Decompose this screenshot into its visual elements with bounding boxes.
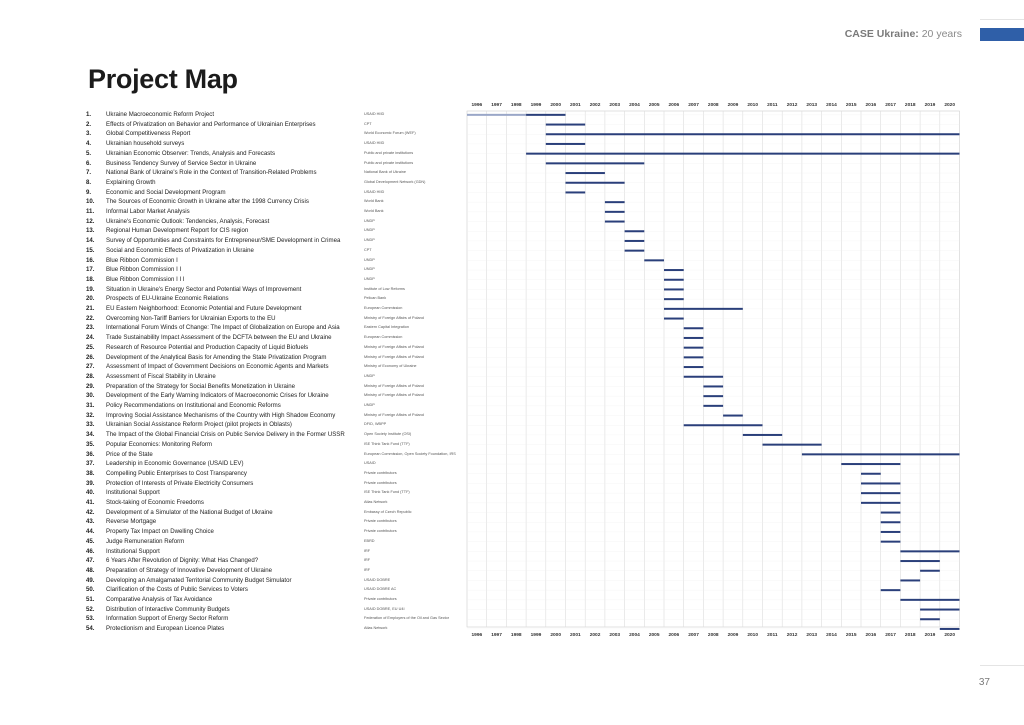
project-bar xyxy=(703,395,723,397)
project-name: Popular Economics: Monitoring Reform xyxy=(106,440,213,448)
project-bar xyxy=(644,259,664,261)
project-number: 21. xyxy=(86,305,95,312)
year-label-bottom: 2006 xyxy=(668,633,680,638)
project-name: International Forum Winds of Change: The Impact of Globalization on Europe and Asia xyxy=(106,324,340,332)
project-number: 53. xyxy=(86,615,95,623)
project-number: 27. xyxy=(86,363,95,371)
project-bar xyxy=(684,376,723,378)
project-number: 31. xyxy=(86,402,95,409)
project-number: 45. xyxy=(86,537,95,545)
year-label-bottom: 2008 xyxy=(707,633,719,638)
project-name: Research of Resource Potential and Production Capacity of Liquid Biofuels xyxy=(106,343,309,351)
project-client: ISE Think Tank Fund (TTF) xyxy=(364,441,410,446)
year-label-top: 2002 xyxy=(589,103,601,108)
project-bar xyxy=(625,240,645,242)
project-bar xyxy=(526,153,959,155)
project-name: Protectionism and European Licence Plates xyxy=(106,625,225,633)
year-label-bottom: 2016 xyxy=(865,633,877,638)
project-bar xyxy=(684,356,704,358)
footer-rule xyxy=(980,665,1024,666)
project-number: 3. xyxy=(86,130,92,138)
project-name: Judge Remuneration Reform xyxy=(106,537,185,545)
project-name: Development of the Analytical Basis for Amending the State Privatization Program xyxy=(106,353,327,361)
project-bar xyxy=(881,589,901,591)
year-label-bottom: 2011 xyxy=(767,633,778,638)
year-label-top: 2007 xyxy=(688,103,699,108)
year-label-top: 1996 xyxy=(471,103,483,108)
project-bar xyxy=(900,550,959,552)
project-client: World Economic Forum (WEF) xyxy=(364,131,416,136)
year-label-bottom: 2004 xyxy=(629,633,640,638)
project-number: 9. xyxy=(86,188,92,196)
project-number: 25. xyxy=(86,343,95,351)
project-client: UNDP xyxy=(364,373,375,378)
project-number: 52. xyxy=(86,605,95,613)
brand-name: CASE Ukraine: xyxy=(844,28,919,40)
project-number: 1. xyxy=(86,111,92,118)
project-name: Overcoming Non-Tariff Barriers for Ukrainian Exports to the EU xyxy=(106,314,276,322)
year-label-bottom: 1999 xyxy=(530,633,542,638)
project-name: Price of the State xyxy=(106,450,153,458)
project-name: Effects of Privatization on Behavior and Performance of Ukrainian Enterprises xyxy=(106,120,316,128)
project-bar xyxy=(546,143,585,145)
project-number: 54. xyxy=(86,625,95,633)
project-client: Ministry of Foreign Affairs of Poland xyxy=(364,354,424,359)
project-number: 37. xyxy=(86,460,95,468)
year-label-top: 1997 xyxy=(491,103,502,108)
year-label-top: 2012 xyxy=(786,103,798,108)
project-name: Compelling Public Enterprises to Cost Transparency xyxy=(106,469,247,477)
project-number: 26. xyxy=(86,353,95,361)
project-bar xyxy=(546,162,645,164)
project-client: IRF xyxy=(364,558,371,563)
project-name: Assessment of Impact of Government Decisions on Economic Agents and Markets xyxy=(106,363,329,371)
project-name: Institutional Support xyxy=(106,489,160,497)
project-name: Improving Social Assistance Mechanisms of the Country with High Shadow Economy xyxy=(106,411,336,419)
project-name: Economic and Social Development Program xyxy=(106,188,226,196)
project-number: 47. xyxy=(86,557,95,565)
project-number: 10. xyxy=(86,198,95,206)
project-client: Ministry of Economy of Ukraine xyxy=(364,364,417,369)
year-label-top: 1998 xyxy=(510,103,522,108)
project-bar xyxy=(920,618,940,620)
year-label-bottom: 2005 xyxy=(648,633,660,638)
project-bar xyxy=(861,473,881,475)
project-number: 24. xyxy=(86,334,95,342)
year-label-top: 2016 xyxy=(865,103,877,108)
project-name: Institutional Support xyxy=(106,547,160,555)
year-label-bottom: 2019 xyxy=(924,633,936,638)
project-client: Ministry of Foreign Affairs of Poland xyxy=(364,393,424,398)
project-client: Public and private institutions xyxy=(364,160,414,165)
year-label-bottom: 2010 xyxy=(747,633,758,638)
project-name: Prospects of EU-Ukraine Economic Relations xyxy=(106,295,229,303)
project-client: USAID HIID xyxy=(364,189,385,194)
project-client: UNDP xyxy=(364,238,375,243)
project-name: Protection of Interests of Private Electricity Consumers xyxy=(106,479,254,487)
project-number: 39. xyxy=(86,479,95,487)
project-bar xyxy=(526,114,565,116)
project-name: National Bank of Ukraine's Role in the Context of Transition-Related Problems xyxy=(106,169,317,177)
project-bar xyxy=(546,124,585,126)
project-name: Explaining Growth xyxy=(106,178,156,186)
project-name: Preparation of the Strategy for Social Benefits Monetization in Ukraine xyxy=(106,382,296,390)
project-number: 11. xyxy=(86,208,95,215)
project-name: Blue Ribbon Commission I I I xyxy=(106,275,185,283)
project-client: EBRD xyxy=(364,538,375,543)
year-label-top: 2014 xyxy=(826,103,837,108)
project-number: 6. xyxy=(86,159,92,167)
project-client: USAID DOBRE, EU U4I xyxy=(364,606,405,611)
project-bar xyxy=(861,502,900,504)
project-bar xyxy=(841,463,900,465)
project-name: Development of a Simulator of the National Budget of Ukraine xyxy=(106,508,273,516)
year-label-top: 2008 xyxy=(707,103,719,108)
page-title: Project Map xyxy=(88,64,238,94)
project-client: Atlas Network xyxy=(364,626,388,631)
project-client: UNDP xyxy=(364,276,375,281)
project-number: 17. xyxy=(86,266,95,274)
project-number: 5. xyxy=(86,149,92,157)
project-number: 16. xyxy=(86,256,95,264)
project-number: 41. xyxy=(86,499,95,506)
project-client: Ministry of Foreign Affairs of Poland xyxy=(364,383,424,388)
project-bar xyxy=(684,337,704,339)
project-number: 38. xyxy=(86,469,95,477)
project-name: Situation in Ukraine's Energy Sector and Potential Ways of Improvement xyxy=(106,285,302,293)
project-client: Institute of Low Reforms xyxy=(364,286,405,291)
year-label-top: 2020 xyxy=(944,103,955,108)
project-name: Ukrainian household surveys xyxy=(106,140,185,148)
page-number: 37 xyxy=(978,677,990,688)
project-bar xyxy=(605,201,625,203)
project-number: 34. xyxy=(86,431,95,439)
project-name: Blue Ribbon Commission I xyxy=(106,256,178,264)
project-bar xyxy=(881,512,901,514)
project-name: Property Tax Impact on Dwelling Choice xyxy=(106,528,214,536)
project-client: Atlas Network xyxy=(364,500,388,504)
project-bar xyxy=(703,405,723,407)
project-client: Private contributors xyxy=(364,470,397,475)
project-client: World Bank xyxy=(364,209,384,213)
project-bar xyxy=(684,424,763,426)
year-label-top: 2004 xyxy=(629,103,640,108)
project-number: 40. xyxy=(86,489,95,497)
project-bar xyxy=(625,230,645,232)
project-bar xyxy=(920,570,940,572)
project-number: 19. xyxy=(86,285,95,293)
project-bar xyxy=(605,211,625,213)
project-name: Policy Recommendations on Institutional and Economic Reforms xyxy=(106,402,281,409)
project-bar xyxy=(664,298,684,300)
project-number: 35. xyxy=(86,440,95,448)
project-name: Reverse Mortgage xyxy=(106,518,157,526)
project-bar xyxy=(566,172,605,174)
year-label-bottom: 2001 xyxy=(570,633,581,638)
project-client: Ministry of Foreign Affairs of Poland xyxy=(364,344,424,349)
project-client: USAID HIID xyxy=(364,141,385,146)
project-client: National Bank of Ukraine xyxy=(364,170,406,175)
project-client: Public and private institutions xyxy=(364,150,414,155)
project-client: CPT xyxy=(364,121,372,126)
project-number: 30. xyxy=(86,392,95,400)
project-bar xyxy=(920,609,959,611)
project-name: Blue Ribbon Commission I I xyxy=(106,266,182,274)
project-bar xyxy=(664,288,684,290)
project-number: 42. xyxy=(86,508,95,516)
year-label-bottom: 1997 xyxy=(491,633,502,638)
project-bar xyxy=(625,250,645,252)
project-client: Pelican Bank xyxy=(364,296,387,301)
project-client: Ministry of Foreign Affairs of Poland xyxy=(364,315,424,320)
year-label-top: 2009 xyxy=(727,103,739,108)
project-bar xyxy=(664,279,684,281)
project-number: 13. xyxy=(86,227,95,235)
project-number: 18. xyxy=(86,275,95,283)
project-name: Regional Human Development Report for CIS region xyxy=(106,227,249,235)
project-name: The Impact of the Global Financial Crisis on Public Service Delivery in the Former USSR xyxy=(106,431,345,439)
year-label-bottom: 2018 xyxy=(904,633,916,638)
project-bar xyxy=(684,366,704,368)
project-name: Business Tendency Survey of Service Sector in Ukraine xyxy=(106,159,257,167)
project-client: IRF xyxy=(364,567,371,572)
year-label-top: 2017 xyxy=(885,103,896,108)
project-client: UNDP xyxy=(364,218,375,223)
year-label-top: 2003 xyxy=(609,103,621,108)
project-name: Distribution of Interactive Community Budgets xyxy=(106,605,230,613)
project-bar xyxy=(546,133,960,135)
year-label-top: 1999 xyxy=(530,103,542,108)
project-client: UNDP xyxy=(364,267,375,272)
project-number: 46. xyxy=(86,547,95,555)
project-bar xyxy=(664,269,684,271)
year-label-bottom: 2003 xyxy=(609,633,621,638)
year-label-top: 2013 xyxy=(806,103,818,108)
project-name: Leadership in Economic Governance (USAID LEV) xyxy=(106,460,244,468)
year-label-bottom: 2020 xyxy=(944,633,955,638)
project-client: UNDP xyxy=(364,228,375,233)
project-number: 23. xyxy=(86,324,95,332)
project-name: Ukraine Macroeconomic Reform Project xyxy=(106,111,215,118)
project-bar xyxy=(900,599,959,601)
year-label-top: 2015 xyxy=(845,103,857,108)
project-name: Information Support of Energy Sector Reform xyxy=(106,615,229,623)
project-client: European Commission xyxy=(364,335,403,340)
project-number: 49. xyxy=(86,576,95,584)
project-name: Ukrainian Social Assistance Reform Project (pilot projects in Oblasts) xyxy=(106,421,292,429)
project-client: ISE Think Tank Fund (TTF) xyxy=(364,490,410,495)
project-client: IRF xyxy=(364,548,371,553)
project-number: 44. xyxy=(86,528,95,536)
project-name: 6 Years After Revolution of Dignity: What Has Changed? xyxy=(106,557,259,565)
project-bar xyxy=(743,434,782,436)
project-bar xyxy=(684,347,704,349)
project-bar xyxy=(605,221,625,223)
project-name: Assessment of Fiscal Stability in Ukraine xyxy=(106,372,216,380)
project-client: Eastern Capital Integration xyxy=(364,325,409,330)
project-number: 7. xyxy=(86,169,92,177)
project-bar xyxy=(940,628,960,630)
year-label-bottom: 2000 xyxy=(550,633,561,638)
project-client: Private contributors xyxy=(364,480,397,485)
project-number: 36. xyxy=(86,450,95,458)
project-client: Private contributors xyxy=(364,529,397,534)
project-number: 50. xyxy=(86,586,95,594)
project-number: 14. xyxy=(86,237,95,245)
project-number: 43. xyxy=(86,518,95,526)
year-label-top: 2010 xyxy=(747,103,758,108)
year-label-top: 2019 xyxy=(924,103,936,108)
project-bar xyxy=(723,415,743,417)
project-name: Development of the Early Warning Indicators of Macroeconomic Crises for Ukraine xyxy=(106,392,329,400)
project-name: The Sources of Economic Growth in Ukraine after the 1998 Currency Crisis xyxy=(106,198,309,206)
project-number: 12. xyxy=(86,217,95,225)
project-bar xyxy=(900,560,939,562)
project-number: 28. xyxy=(86,372,95,380)
chart-frame xyxy=(467,111,960,627)
project-name: Ukrainian Economic Observer: Trends, Analysis and Forecasts xyxy=(106,149,276,157)
project-client: World Bank xyxy=(364,199,384,204)
year-label-top: 2018 xyxy=(904,103,916,108)
project-number: 2. xyxy=(86,120,92,128)
project-bar xyxy=(703,385,723,387)
project-client: Global Development Network (GDN) xyxy=(364,179,426,184)
project-client: European Commission, Open Society Foundation, IRS xyxy=(364,451,456,456)
project-number: 32. xyxy=(86,411,95,419)
year-label-top: 2011 xyxy=(767,103,778,108)
project-bar xyxy=(881,541,901,543)
project-client: UNDP xyxy=(364,257,375,262)
project-bar xyxy=(566,182,625,184)
year-label-bottom: 2014 xyxy=(826,633,837,638)
project-bar xyxy=(684,327,704,329)
project-number: 15. xyxy=(86,246,95,254)
project-name: EU Eastern Neighborhood: Economic Potential and Future Development xyxy=(106,305,302,312)
year-label-bottom: 2015 xyxy=(845,633,857,638)
project-client: Federation of Employers of the Oil and Gas Sector xyxy=(364,616,450,621)
project-bar xyxy=(861,482,900,484)
project-client: Private contributors xyxy=(364,519,397,524)
project-client: USAID HIID xyxy=(364,112,385,116)
project-name: Survey of Opportunities and Constraints for Entrepreneur/SME Development in Crimea xyxy=(106,237,341,245)
project-client: USAID xyxy=(364,461,376,466)
year-label-bottom: 2007 xyxy=(688,633,699,638)
project-bar xyxy=(881,531,901,533)
year-label-top: 2001 xyxy=(570,103,581,108)
year-label-bottom: 2012 xyxy=(786,633,798,638)
project-name: Ukraine's Economic Outlook: Tendencies, Analysis, Forecast xyxy=(106,217,270,225)
project-number: 33. xyxy=(86,421,95,429)
project-number: 20. xyxy=(86,295,95,303)
year-label-bottom: 2009 xyxy=(727,633,739,638)
year-label-top: 2006 xyxy=(668,103,680,108)
project-name: Trade Sustainability Impact Assessment of the DCFTA between the EU and Ukraine xyxy=(106,334,332,342)
project-client: Ministry of Foreign Affairs of Poland xyxy=(364,412,424,417)
project-name: Clarification of the Costs of Public Services to Voters xyxy=(106,586,248,594)
year-label-bottom: 2017 xyxy=(885,633,896,638)
project-client: UNDP xyxy=(364,403,375,407)
year-label-bottom: 2013 xyxy=(806,633,818,638)
project-bar xyxy=(881,521,901,523)
year-label-top: 2000 xyxy=(550,103,561,108)
project-number: 48. xyxy=(86,566,95,574)
project-name: Developing an Amalgamated Territorial Community Budget Simulator xyxy=(106,576,292,584)
year-label-bottom: 1996 xyxy=(471,633,483,638)
project-bar xyxy=(467,114,526,116)
project-bar xyxy=(900,579,920,581)
project-bar xyxy=(802,453,960,455)
project-name: Comparative Analysis of Tax Avoidance xyxy=(106,596,213,603)
project-bar xyxy=(763,444,822,446)
year-label-bottom: 1998 xyxy=(510,633,522,638)
project-number: 22. xyxy=(86,314,95,322)
year-label-top: 2005 xyxy=(648,103,660,108)
project-client: DFID, WBPP xyxy=(364,422,387,427)
project-client: Open Society Institute (OSI) xyxy=(364,432,412,437)
project-client: CPT xyxy=(364,247,372,252)
project-client: Private contributors xyxy=(364,597,397,601)
project-number: 4. xyxy=(86,140,92,148)
project-client: European Commission xyxy=(364,306,403,310)
project-name: Social and Economic Effects of Privatization in Ukraine xyxy=(106,246,254,254)
year-label-bottom: 2002 xyxy=(589,633,601,638)
project-number: 8. xyxy=(86,178,92,186)
project-client: Embassy of Czech Republic xyxy=(364,509,412,514)
project-name: Stock-taking of Economic Freedoms xyxy=(106,499,204,506)
brand-tagline: 20 years xyxy=(921,28,962,40)
project-bar xyxy=(664,308,743,310)
project-client: USAID DOBRE xyxy=(364,577,391,582)
project-client: USAID DOBRE AC xyxy=(364,587,397,592)
project-bar xyxy=(566,191,586,193)
project-number: 29. xyxy=(86,382,95,390)
project-name: Preparation of Strategy of Innovative Development of Ukraine xyxy=(106,566,272,574)
project-number: 51. xyxy=(86,596,95,603)
project-name: Global Competitiveness Report xyxy=(106,130,191,138)
project-bar xyxy=(861,492,900,494)
project-bar xyxy=(664,318,684,320)
project-name: Informal Labor Market Analysis xyxy=(106,208,190,215)
